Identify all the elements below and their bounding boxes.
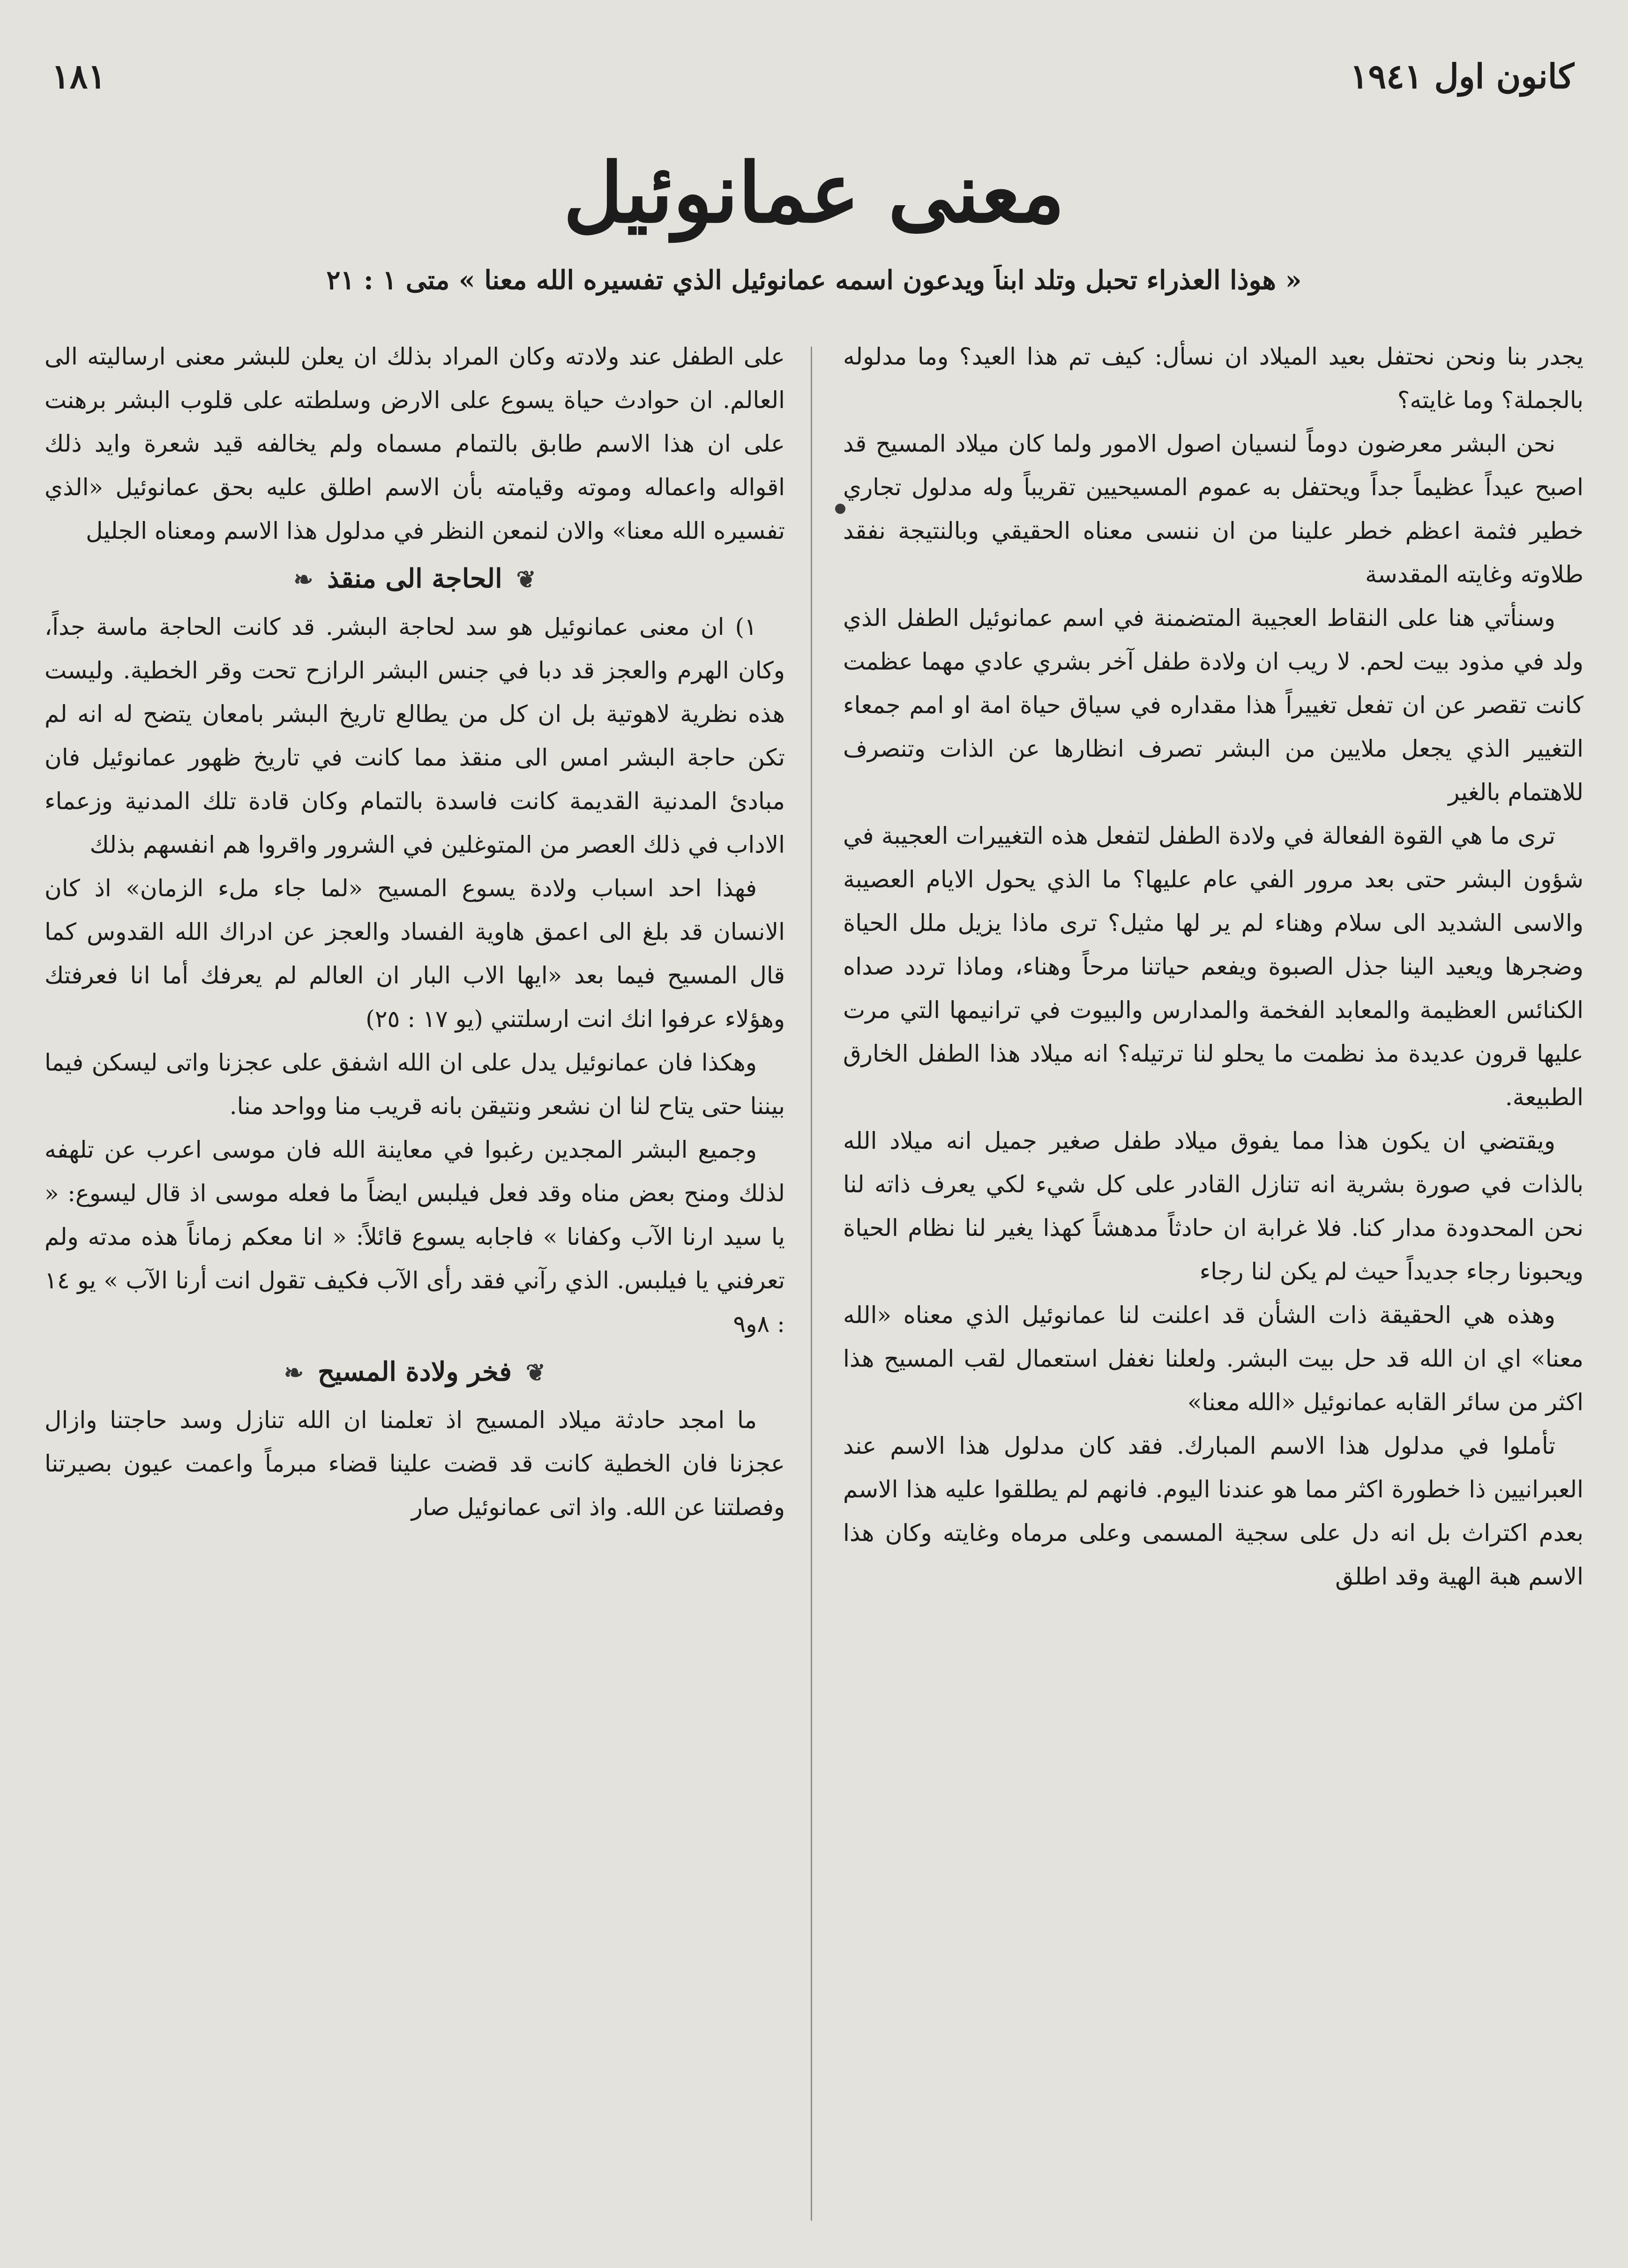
article-title: معنى عمانوئيل (563, 145, 1065, 241)
page-number: ١٨١ (52, 56, 106, 96)
paragraph: يجدر بنا ونحن نحتفل بعيد الميلاد ان نسأل: كيف تم هذا العيد؟ وما مدلوله بالجملة؟ وما غايته؟ (843, 343, 1583, 414)
epigraph-quote: « هوذا العذراء تحبل وتلد ابناً ويدعون اسمه عمانوئيل الذي تفسيره الله معنا » متى ١ : ٢١ (326, 265, 1302, 296)
ornament-icon: ❧ (284, 1359, 304, 1386)
right-column (843, 335, 1583, 1599)
ornament-icon: ❦ (516, 565, 536, 593)
paragraph: فهذا احد اسباب ولادة يسوع المسيح «لما جاء ملء الزمان» اذ كان الانسان قد بلغ الى اعمق هاوية الفساد والعجز عن ادراك الله القدوس كما قال المسيح فيما بعد «ايها الاب البار ان العالم لم يعرفك أما انا فعرفتك وهؤلاء عرفوا انك انت ارسلتني (يو ١٧ : ٢٥) (45, 875, 785, 1033)
paragraph: نحن البشر معرضون دوماً لنسيان اصول الامور ولما كان ميلاد المسيح قد اصبح عيداً عظيماً جداً ويحتفل به عموم المسيحيين تقريباً وله مدلول تجاري خطير فثمة اعظم خطر علينا من ان ننسى معناه الحقيقي وبالنتيجة نفقد طلاوته وغايته المقدسة (843, 430, 1583, 588)
section-heading (45, 1350, 785, 1395)
paragraph: على الطفل عند ولادته وكان المراد بذلك ان يعلن للبشر معنى ارساليته الى العالم. ان حوادث حياة يسوع على الارض وسلطته على قلوب البشر برهنت على ان هذا الاسم طابق بالتمام مسماه ولم يخالفه قيد شعرة وايد ذلك اقواله واعماله وموته وقيامته بأن الاسم اطلق عليه بحق عمانوئيل «الذي تفسيره الله معنا» والان لنمعن النظر في مدلول هذا الاسم ومعناه الجليل (45, 343, 785, 544)
paragraph: تأملوا في مدلول هذا الاسم المبارك. فقد كان مدلول هذا الاسم عند العبرانيين ذا خطورة اكثر مما هو عندنا اليوم. فانهم لم يطلقوا عليه هذا الاسم بعدم اكتراث بل انه دل على سجية المسمى وعلى مرماه وغايته وكان هذا الاسم هبة الهية وقد اطلق (843, 1432, 1583, 1590)
section-heading-label: الحاجة الى منقذ (327, 563, 502, 594)
paragraph: وسنأتي هنا على النقاط العجيبة المتضمنة في اسم عمانوئيل الطفل الذي ولد في مذود بيت لحم. لا ريب ان ولادة طفل آخر بشري عادي مهما عظمت كانت تقصر عن ان تفعل تغييراً هذا مقداره في سياق حياة امة او امم جمعاء التغيير الذي يجعل ملايين من البشر تصرف انظارها عن الذات وتنصرف للاهتمام بالغير (843, 604, 1583, 806)
issue-date: كانون اول ١٩٤١ (1350, 56, 1574, 96)
paragraph: وهكذا فان عمانوئيل يدل على ان الله اشفق على عجزنا واتى ليسكن فيما بيننا حتى يتاح لنا ان نشعر ونتيقن بانه قريب منا وواحد منا. (45, 1049, 785, 1120)
column-divider (811, 347, 812, 2221)
paragraph: ما امجد حادثة ميلاد المسيح اذ تعلمنا ان الله تنازل وسد حاجتنا وازال عجزنا فان الخطية كانت قد قضت علينا قضاء مبرماً واعمت عيون بصيرتنا وفصلتنا عن الله. واذ اتى عمانوئيل صار (45, 1406, 785, 1521)
section-heading (45, 557, 785, 602)
ornament-icon: ❦ (526, 1359, 545, 1386)
paragraph: ويقتضي ان يكون هذا مما يفوق ميلاد طفل صغير جميل انه ميلاد الله بالذات في صورة بشرية انه تنازل القادر على كل شيء لكي يعرف ذاته لنا نحن المحدودة مدار كنا. فلا غرابة ان حادثاً مدهشاً كهذا يغير لنا نظام الحياة ويحبونا رجاء جديداً حيث لم يكن لنا رجاء (843, 1127, 1583, 1285)
paragraph: ١) ان معنى عمانوئيل هو سد لحاجة البشر. قد كانت الحاجة ماسة جداً، وكان الهرم والعجز قد دبا في جنس البشر الرازح تحت وقر الخطية. وليست هذه نظرية لاهوتية بل ان كل من يطالع تاريخ البشر بامعان يتضح له انه لم تكن حاجة البشر امس الى منقذ مما كانت في تاريخ ظهور عمانوئيل فان مبادئ المدنية القديمة كانت فاسدة بالتمام وكان قادة تلك المدنية وزعماء الاداب في ذلك العصر من المتوغلين في الشرور واقروا هم انفسهم بذلك (45, 613, 785, 858)
paragraph: وجميع البشر المجدين رغبوا في معاينة الله فان موسى اعرب عن تلهفه لذلك ومنح بعض مناه وقد فعل فيلبس ايضاً ما فعله موسى اذ قال ليسوع: « يا سيد ارنا الآب وكفانا » فاجابه يسوع قائلاً: « انا معكم زماناً هذه مدته ولم تعرفني يا فيلبس. الذي رآني فقد رأى الآب فكيف تقول انت أرنا الآب » يو ١٤ : ٨و٩ (45, 1136, 785, 1338)
ornament-icon: ❧ (293, 565, 314, 593)
left-column (45, 335, 785, 1529)
section-heading-label: فخر ولادة المسيح (317, 1356, 512, 1387)
paragraph: ترى ما هي القوة الفعالة في ولادة الطفل لتفعل هذه التغييرات العجيبة في شؤون البشر حتى بعد مرور الفي عام عليها؟ ما الذي يحول الايام العصيبة والاسى الشديد الى سلام وهناء لم ير لها مثيل؟ ترى ماذا يزيل ملل الحياة وضجرها ويعيد الينا جذل الصبوة ويفعم حياتنا مرحاً وهناء، وماذا تردد صداه الكنائس العظيمة والمعابد الفخمة والمدارس والبيوت في ترانيمها التي مرت عليها قرون عديدة مذ نظمت ما يحلو لنا ترتيله؟ انه ميلاد هذا الطفل الخارق الطبيعة. (843, 822, 1584, 1111)
paragraph: وهذه هي الحقيقة ذات الشأن قد اعلنت لنا عمانوئيل الذي معناه «الله معنا» اي ان الله قد حل بيت البشر. ولعلنا نغفل استعمال لقب المسيح هذا اكثر من سائر القابه عمانوئيل «الله معنا» (843, 1301, 1583, 1416)
